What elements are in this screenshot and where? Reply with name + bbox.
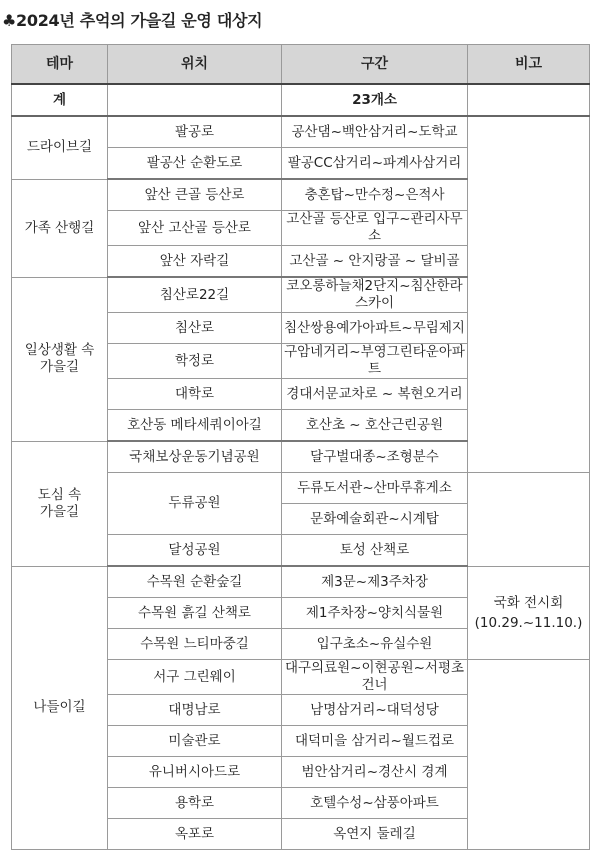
location-cell: 대학로 (108, 379, 282, 410)
section-cell: 대구의료원~이현공원~서평초 건너 (282, 660, 468, 695)
location-cell: 국채보상운동기념공원 (108, 441, 282, 473)
note-cell-empty (468, 116, 590, 473)
location-cell: 대명남로 (108, 695, 282, 726)
location-cell: 수목원 순환숲길 (108, 566, 282, 598)
page-title: ♣2024년 추억의 가을길 운영 대상지 (2, 11, 263, 30)
section-cell: 입구초소~유실수원 (282, 629, 468, 660)
location-cell: 앞산 자락길 (108, 246, 282, 278)
section-cell: 범안삼거리~경산시 경계 (282, 757, 468, 788)
section-cell: 고산골 ~ 안지랑골 ~ 달비골 (282, 246, 468, 278)
section-cell: 구암네거리~부영그린타운아파트 (282, 344, 468, 379)
note-line: (10.29.~11.10.) (474, 614, 583, 631)
location-cell: 학정로 (108, 344, 282, 379)
theme-cell: 드라이브길 (12, 116, 108, 179)
theme-line: 도심 속 (37, 486, 82, 503)
location-cell: 옥포로 (108, 819, 282, 850)
theme-cell (12, 441, 108, 566)
header-location: 위치 (108, 45, 282, 85)
total-empty-location (108, 84, 282, 116)
section-cell: 달구벌대종~조형분수 (282, 441, 468, 473)
note-cell-empty (468, 660, 590, 850)
section-cell: 제3문~제3주차장 (282, 566, 468, 598)
section-cell: 옥연지 둘레길 (282, 819, 468, 850)
location-cell: 침산로 (108, 313, 282, 344)
section-cell: 토성 산책로 (282, 535, 468, 567)
location-cell: 수목원 흙길 산책로 (108, 598, 282, 629)
section-cell: 제1주차장~양치식물원 (282, 598, 468, 629)
destinations-table (11, 44, 590, 850)
location-cell: 팔공로 (108, 116, 282, 148)
theme-line: 가을길 (39, 503, 80, 520)
location-cell: 용학로 (108, 788, 282, 819)
header-section: 구간 (282, 45, 468, 85)
section-cell: 고산골 등산로 입구~관리사무소 (282, 211, 468, 246)
location-cell: 팔공산 순환도로 (108, 148, 282, 180)
location-cell: 앞산 큰골 등산로 (108, 179, 282, 211)
table-row (12, 116, 590, 148)
section-cell: 경대서문교차로 ~ 복현오거리 (282, 379, 468, 410)
section-cell: 팔공CC삼거리~파계사삼거리 (282, 148, 468, 180)
location-cell: 달성공원 (108, 535, 282, 567)
section-cell: 충혼탑~만수정~은적사 (282, 179, 468, 211)
section-cell: 남명삼거리~대덕성당 (282, 695, 468, 726)
header-theme: 테마 (12, 45, 108, 85)
location-cell: 수목원 느티마중길 (108, 629, 282, 660)
note-cell (468, 566, 590, 660)
theme-cell (12, 277, 108, 441)
total-label: 계 (12, 84, 108, 116)
location-cell: 두류공원 (108, 473, 282, 535)
theme-line: 가을길 (39, 359, 80, 375)
location-cell: 미술관로 (108, 726, 282, 757)
location-cell: 호산동 메타세쿼이아길 (108, 410, 282, 442)
section-cell: 코오롱하늘채2단지~침산한라스카이 (282, 277, 468, 313)
total-row (12, 84, 590, 116)
section-cell: 대덕미을 삼거리~월드컵로 (282, 726, 468, 757)
theme-cell: 가족 산행길 (12, 179, 108, 277)
section-cell: 침산쌍용예가아파트~무림제지 (282, 313, 468, 344)
section-cell: 두류도서관~산마루휴게소 (282, 473, 468, 504)
section-cell: 호텔수성~삼풍아파트 (282, 788, 468, 819)
table-row (12, 566, 590, 598)
note-line: 국화 전시회 (493, 594, 564, 611)
section-cell: 호산초 ~ 호산근린공원 (282, 410, 468, 442)
section-cell: 공산댐~백안삼거리~도학교 (282, 116, 468, 148)
location-cell: 앞산 고산골 등산로 (108, 211, 282, 246)
location-cell: 유니버시아드로 (108, 757, 282, 788)
theme-cell: 나들이길 (12, 566, 108, 850)
total-empty-note (468, 84, 590, 116)
location-cell: 침산로22길 (108, 277, 282, 313)
header-row (12, 45, 590, 85)
theme-line: 일상생활 속 (24, 342, 95, 358)
section-cell: 문화예술회관~시계탑 (282, 504, 468, 535)
location-cell: 서구 그린웨이 (108, 660, 282, 695)
header-note: 비고 (468, 45, 590, 85)
total-count: 23개소 (282, 84, 468, 116)
